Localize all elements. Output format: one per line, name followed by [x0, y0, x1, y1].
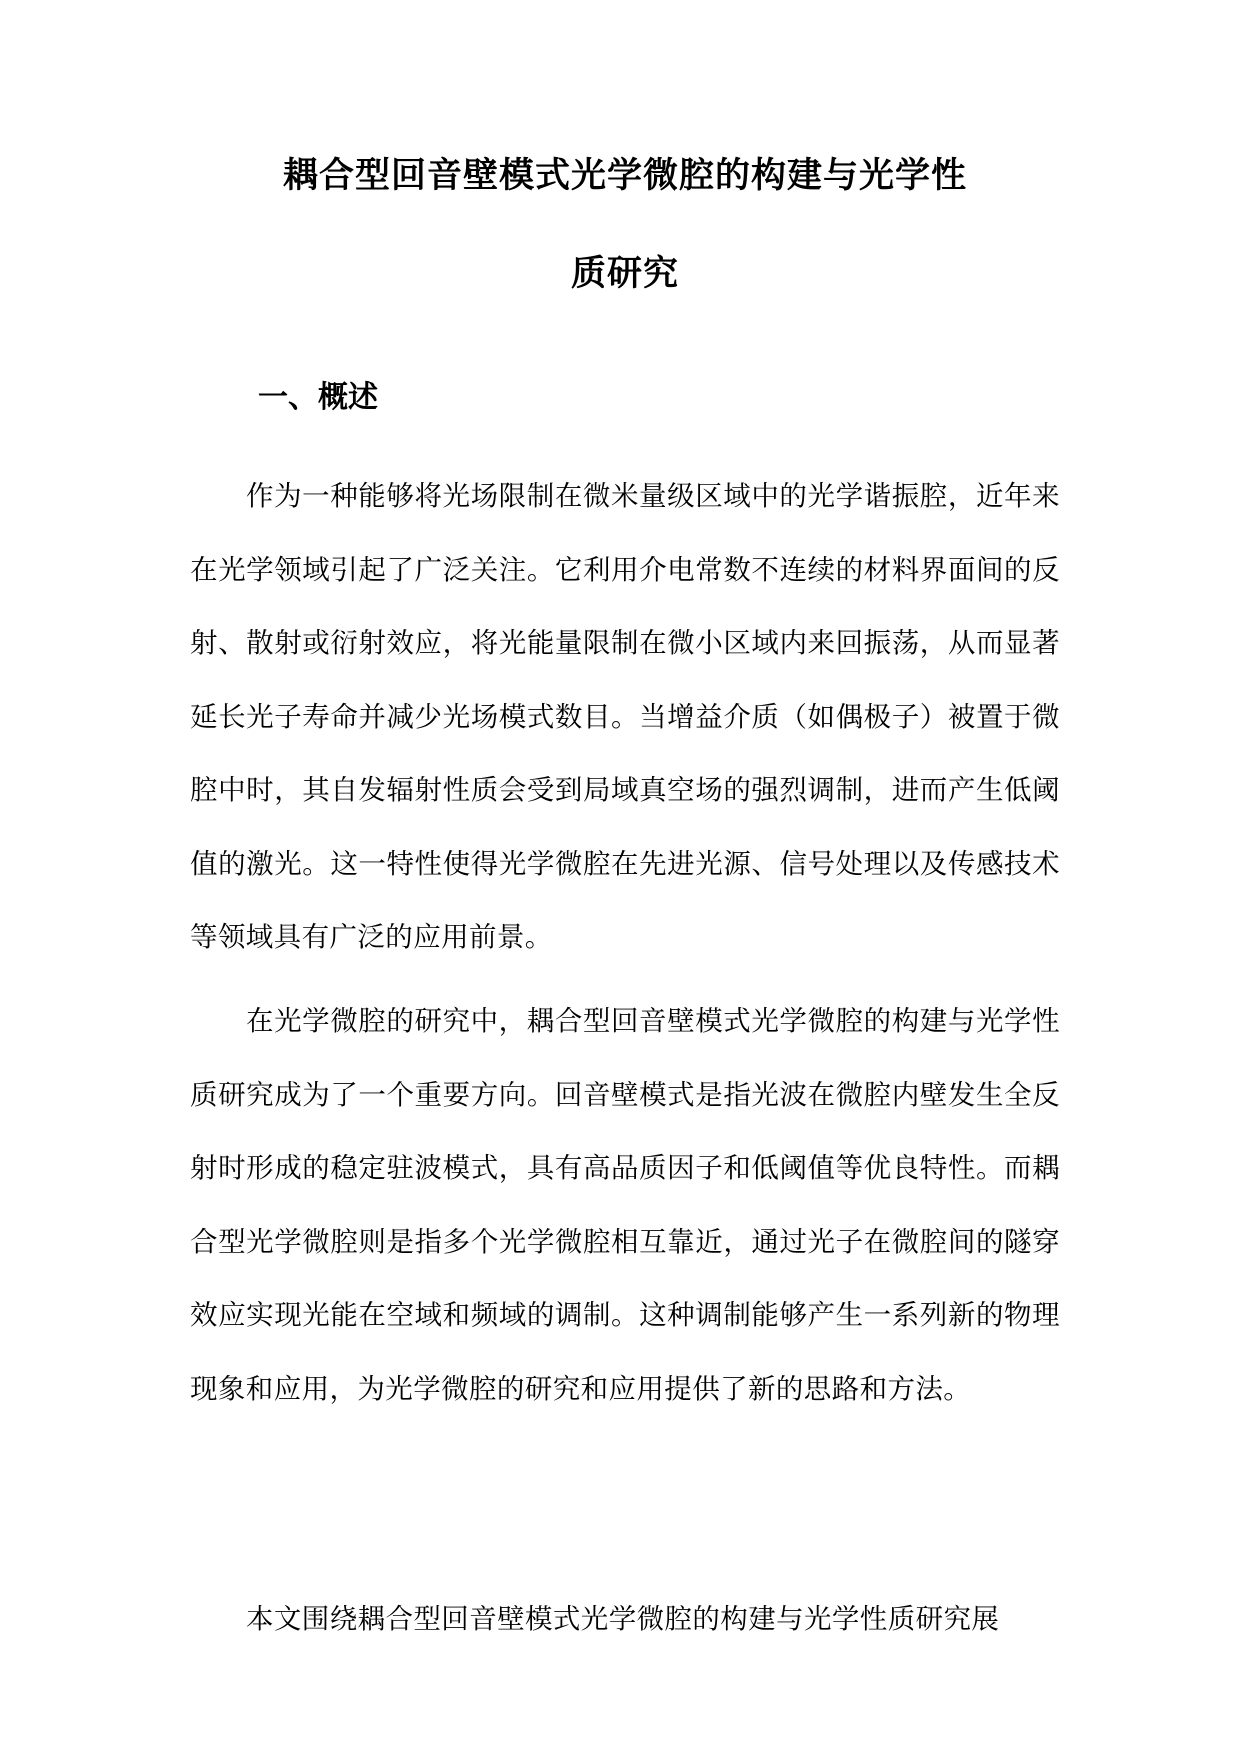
- paragraph-2: 在光学微腔的研究中，耦合型回音壁模式光学微腔的构建与光学性质研究成为了一个重要方向。回音壁模式是指光波在微腔内壁发生全反射时形成的稳定驻波模式，具有高品质因子和低阈值等优良特性。而耦合型光学微腔则是指多个光学微腔相互靠近，通过光子在微腔间的隧穿效应实现光能在空域和频域的调制。这种调制能够产生一系列新的物理现象和应用，为光学微腔的研究和应用提供了新的思路和方法。: [190, 1005, 1060, 1405]
- document-title-line-1: 耦合型回音壁模式光学微腔的构建与光学性: [282, 156, 967, 196]
- paragraph-3: 本文围绕耦合型回音壁模式光学微腔的构建与光学性质研究展: [246, 1603, 1000, 1635]
- section-heading: 一、概述: [258, 380, 378, 415]
- document-title-line-2: 质研究: [570, 254, 679, 294]
- paragraph-1: 作为一种能够将光场限制在微米量级区域中的光学谐振腔，近年来在光学领域引起了广泛关注。它利用介电常数不连续的材料界面间的反射、散射或衍射效应，将光能量限制在微小区域内来回振荡，从而显著延长光子寿命并减少光场模式数目。当增益介质（如偶极子）被置于微腔中时，其自发辐射性质会受到局域真空场的强烈调制，进而产生低阈值的激光。这一特性使得光学微腔在先进光源、信号处理以及传感技术等领域具有广泛的应用前景。: [190, 480, 1060, 953]
